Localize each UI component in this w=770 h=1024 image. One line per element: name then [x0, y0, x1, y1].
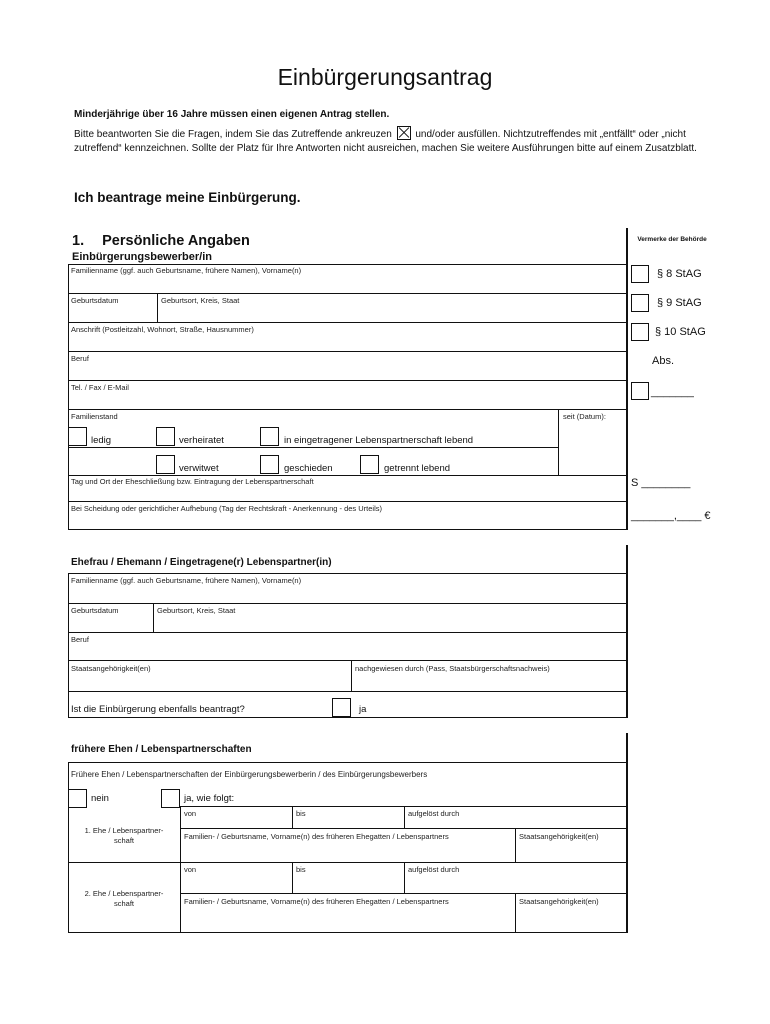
rule: [68, 573, 627, 574]
field-name[interactable]: Familienname (ggf. auch Geburtsname, frühere Namen), Vorname(n): [71, 266, 302, 275]
label-blank: _______: [651, 386, 694, 398]
checkbox-ledig[interactable]: [68, 427, 87, 446]
intro-text-after-box: und/oder ausfüllen. Nichtzutreffendes mit „entfällt“ oder „nicht zutreffend“ kennzeichnen. Sollte der Platz für Ihre Antworten nicht ausreichen, machen Sie weitere Ausführungen bitte auf einem Zusatzblatt.: [74, 128, 697, 154]
rule: [180, 893, 627, 894]
rule: [515, 893, 516, 932]
checkbox-verwitwet[interactable]: [156, 455, 175, 474]
spouse-field-nationality[interactable]: Staatsangehörigkeit(en): [71, 664, 151, 673]
rule: [68, 264, 627, 265]
label-euro-line: _______,____ €: [631, 510, 711, 522]
rule: [68, 529, 627, 530]
page-title: Einbürgerungsantrag: [277, 64, 493, 90]
rule: [68, 603, 627, 604]
checkbox-stag9[interactable]: [631, 294, 649, 312]
rule: [68, 660, 627, 661]
field-since-date[interactable]: seit (Datum):: [563, 412, 606, 421]
rule: [515, 828, 516, 862]
label-abs: Abs.: [652, 355, 675, 367]
checkbox-partnerschaft[interactable]: [260, 427, 279, 446]
former1-nationality[interactable]: Staatsangehörigkeit(en): [519, 832, 599, 841]
crossed-checkbox-icon: [397, 126, 411, 140]
section1-heading: [72, 233, 250, 249]
rule: [68, 264, 69, 529]
rule: [68, 322, 627, 323]
label-spouse-yes: ja: [359, 704, 367, 715]
field-birthdate[interactable]: Geburtsdatum: [71, 296, 119, 305]
field-address[interactable]: Anschrift (Postleitzahl, Wohnort, Straße, Hausnummer): [71, 325, 254, 334]
label-stag8: § 8 StAG: [657, 268, 702, 280]
rule: [68, 447, 559, 448]
rule: [68, 632, 627, 633]
former1-names[interactable]: Familien- / Geburtsname, Vorname(n) des früheren Ehegatten / Lebenspartners: [184, 832, 449, 841]
label-stag9: § 9 StAG: [657, 297, 702, 309]
rule: [292, 862, 293, 893]
rule: [351, 660, 352, 691]
field-job[interactable]: Beruf: [71, 354, 89, 363]
former-question: Frühere Ehen / Lebenspartnerschaften der Einbürgerungsbewerberin / des Einbürgerungsbewerbers: [71, 770, 428, 779]
former1-von[interactable]: von: [184, 809, 197, 818]
rule: [68, 475, 627, 476]
field-marriage[interactable]: Tag und Ort der Eheschließung bzw. Eintragung der Lebenspartnerschaft: [71, 477, 314, 486]
rule: [180, 806, 181, 932]
intro-text-before-box: Bitte beantworten Sie die Fragen, indem Sie das Zutreffende ankreuzen: [74, 128, 392, 140]
intro-bold-line: Minderjährige über 16 Jahre müssen einen eigenen Antrag stellen.: [74, 109, 390, 120]
label-former-yes: ja, wie folgt:: [184, 793, 235, 804]
rule: [68, 501, 627, 502]
rule: [404, 806, 405, 828]
rule: [68, 762, 627, 763]
label-former-no: nein: [91, 793, 109, 804]
divider-right: [626, 228, 628, 530]
checkbox-verheiratet[interactable]: [156, 427, 175, 446]
former1-label: 1. Ehe / Lebenspartner-schaft: [84, 826, 164, 845]
divider-right-former: [626, 733, 628, 933]
field-marital-status: Familienstand: [71, 412, 118, 421]
rule: [157, 293, 158, 322]
label-getrennt: getrennt lebend: [384, 463, 451, 474]
former-title: frühere Ehen / Lebenspartnerschaften: [71, 744, 252, 755]
label-s-line: S ________: [631, 477, 691, 489]
rule: [68, 862, 627, 863]
rule: [68, 762, 69, 933]
label-verwitwet: verwitwet: [179, 463, 219, 474]
checkbox-former-no[interactable]: [68, 789, 87, 808]
former1-bis[interactable]: bis: [296, 809, 306, 818]
checkbox-stag8[interactable]: [631, 265, 649, 283]
spouse-field-name[interactable]: Familienname (ggf. auch Geburtsname, frühere Namen), Vorname(n): [71, 576, 302, 585]
former2-von[interactable]: von: [184, 865, 197, 874]
label-ledig: ledig: [91, 435, 112, 446]
main-heading: Ich beantrage meine Einbürgerung.: [74, 190, 301, 205]
spouse-question: Ist die Einbürgerung ebenfalls beantragt?: [71, 704, 245, 715]
rule: [68, 932, 627, 933]
rule: [68, 293, 627, 294]
former2-nationality[interactable]: Staatsangehörigkeit(en): [519, 897, 599, 906]
rule: [404, 862, 405, 893]
spouse-field-birthdate[interactable]: Geburtsdatum: [71, 606, 119, 615]
former2-names[interactable]: Familien- / Geburtsname, Vorname(n) des früheren Ehegatten / Lebenspartners: [184, 897, 449, 906]
label-verheiratet: verheiratet: [179, 435, 224, 446]
former2-bis[interactable]: bis: [296, 865, 306, 874]
field-divorce[interactable]: Bei Scheidung oder gerichtlicher Aufhebung (Tag der Rechtskraft - Anerkennung - des Urteils): [71, 504, 383, 513]
sidebar-header: Vermerke der Behörde: [637, 236, 707, 243]
label-partnerschaft: in eingetragener Lebenspartnerschaft lebend: [284, 435, 474, 446]
rule: [68, 573, 69, 717]
spouse-field-job[interactable]: Beruf: [71, 635, 89, 644]
rule: [68, 717, 627, 718]
rule: [68, 351, 627, 352]
rule: [68, 409, 627, 410]
label-stag10: § 10 StAG: [655, 326, 706, 338]
checkbox-getrennt[interactable]: [360, 455, 379, 474]
rule: [292, 806, 293, 828]
rule: [558, 409, 559, 475]
checkbox-former-yes[interactable]: [161, 789, 180, 808]
spouse-field-proof[interactable]: nachgewiesen durch (Pass, Staatsbürgerschaftsnachweis): [355, 664, 550, 673]
former1-dissolved[interactable]: aufgelöst durch: [408, 809, 460, 818]
checkbox-other[interactable]: [631, 382, 649, 400]
former2-dissolved[interactable]: aufgelöst durch: [408, 865, 460, 874]
intro-text: [74, 108, 724, 157]
rule: [68, 691, 627, 692]
former2-label: 2. Ehe / Lebenspartner-schaft: [84, 889, 164, 908]
checkbox-stag10[interactable]: [631, 323, 649, 341]
checkbox-geschieden[interactable]: [260, 455, 279, 474]
checkbox-spouse-yes[interactable]: [332, 698, 351, 717]
field-contact[interactable]: Tel. / Fax / E-Mail: [71, 383, 129, 392]
section1-title: Persönliche Angaben: [102, 233, 250, 249]
field-birthplace[interactable]: Geburtsort, Kreis, Staat: [161, 296, 240, 305]
rule: [180, 828, 627, 829]
spouse-title: Ehefrau / Ehemann / Eingetragene(r) Lebenspartner(in): [71, 557, 332, 568]
rule: [153, 603, 154, 632]
section1-subtitle: Einbürgerungsbewerber/in: [72, 251, 212, 263]
rule: [68, 380, 627, 381]
spouse-field-birthplace[interactable]: Geburtsort, Kreis, Staat: [157, 606, 236, 615]
section1-number: 1.: [72, 233, 85, 249]
label-geschieden: geschieden: [284, 463, 333, 474]
